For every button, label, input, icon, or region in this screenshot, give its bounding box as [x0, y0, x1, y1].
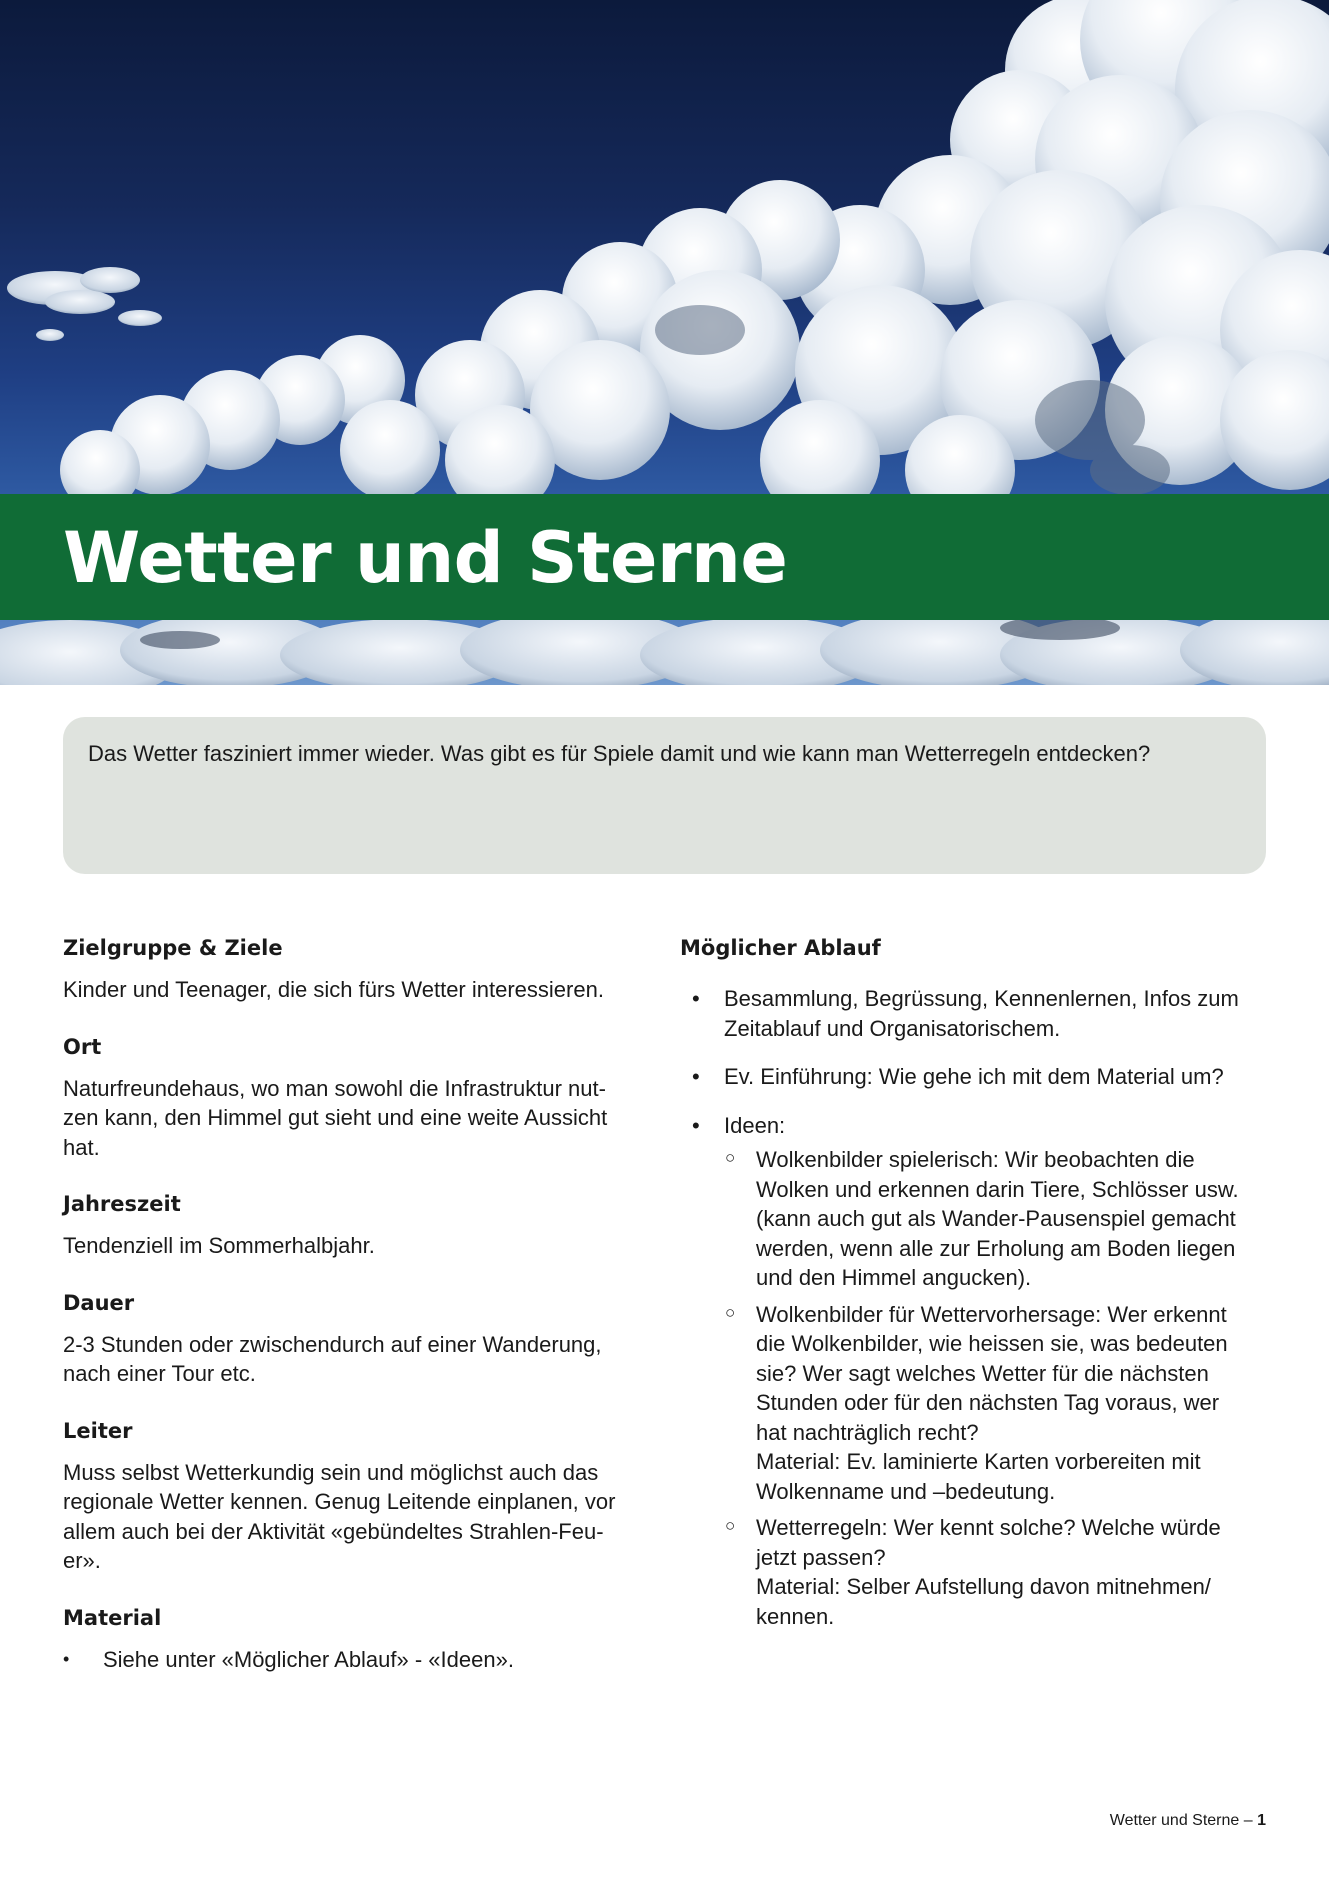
section-body: Tendenziell im Sommerhalbjahr. [63, 1233, 375, 1258]
section-heading-material: Material [63, 1605, 162, 1630]
bullet-icon: • [692, 1064, 700, 1089]
section-body: 2-3 Stunden oder zwischendurch auf einer Wanderung, nach einer Tour etc. [63, 1331, 602, 1386]
list-item [63, 1645, 653, 1675]
section-body: Naturfreundehaus, wo man sowohl die Infrastruktur nut- zen kann, den Himmel gut sieht und eine weite Aussicht hat. [63, 1075, 608, 1160]
sub-list-item-text: Wetterregeln: Wer kennt solche? Welche würde jetzt passen? Material: Selber Aufstellung davon mitnehmen/ kennen. [756, 1515, 1221, 1629]
list-item-text: Ideen: [724, 1112, 786, 1138]
sub-list-item-text: Wolkenbilder spielerisch: Wir beobachten die Wolken und erkennen darin Tiere, Schlösser usw. (kann auch gut als Wander-Pausenspiel gemacht werden, wenn alle zur Erholung am Boden liegen und den Himmel angucken). [756, 1147, 1239, 1290]
info-section [63, 933, 653, 1005]
hollow-bullet-icon: ○ [725, 1302, 736, 1322]
section-heading-ablauf: Möglicher Ablauf [680, 936, 881, 960]
list-item-text: Besammlung, Begrüssung, Kennenlernen, Infos zum Zeitablauf und Organisatorischem. [724, 986, 1239, 1041]
material-section [63, 1603, 653, 1675]
list-item [680, 1062, 1265, 1092]
sub-list-item [724, 1145, 1265, 1293]
section-body: Muss selbst Wetterkundig sein und möglichst auch das regionale Wetter kennen. Genug Leitende einplanen, vor allem auch bei der Aktivität «gebündeltes Strahlen-Feu- er». [63, 1459, 616, 1573]
footer-title: Wetter und Sterne – [1109, 1812, 1258, 1829]
sub-list-item [724, 1513, 1265, 1631]
material-list [63, 1645, 653, 1675]
section-heading: Jahreszeit [63, 1192, 181, 1216]
bullet-icon: • [692, 1112, 700, 1138]
intro-text: Das Wetter fasziniert immer wieder. Was gibt es für Spiele damit und wie kann man Wetterregeln entdecken? [88, 741, 1151, 766]
list-item [680, 984, 1265, 1043]
page-number: 1 [1257, 1812, 1266, 1829]
info-section [63, 1416, 653, 1576]
info-section [63, 1189, 653, 1261]
right-column [680, 933, 1265, 1650]
ablauf-list [680, 984, 1265, 1631]
bullet-icon: • [692, 986, 700, 1011]
page-title: Wetter und Sterne [63, 517, 788, 599]
left-column [63, 933, 653, 1674]
bullet-icon: • [63, 1648, 70, 1669]
sub-list-item-text: Wolkenbilder für Wettervorhersage: Wer erkennt die Wolkenbilder, wie heissen sie, was bedeuten sie? Wer sagt welches Wetter für die nächsten Stunden oder für den nächsten Tag voraus, wer hat nachträglich recht? Material: Ev. laminierte Karten vorbereiten mit Wolkenname und –bedeutung. [756, 1301, 1228, 1504]
page-footer [1110, 1811, 1266, 1831]
sub-list-item [724, 1300, 1265, 1507]
section-body: Kinder und Teenager, die sich fürs Wetter interessieren. [63, 977, 604, 1002]
list-item-text: Ev. Einführung: Wie gehe ich mit dem Material um? [724, 1064, 1224, 1089]
list-item [680, 1111, 1265, 1632]
section-heading: Ort [63, 1034, 102, 1059]
info-section [63, 1288, 653, 1389]
info-section [63, 1032, 653, 1163]
section-heading: Leiter [63, 1418, 133, 1443]
intro-box [63, 717, 1266, 874]
list-item-text: Siehe unter «Möglicher Ablauf» - «Ideen». [103, 1646, 514, 1672]
section-heading: Zielgruppe & Ziele [63, 936, 283, 960]
section-heading: Dauer [63, 1290, 135, 1315]
ideen-list [724, 1145, 1265, 1631]
hollow-bullet-icon: ○ [725, 1516, 736, 1535]
hollow-bullet-icon: ○ [725, 1148, 736, 1167]
